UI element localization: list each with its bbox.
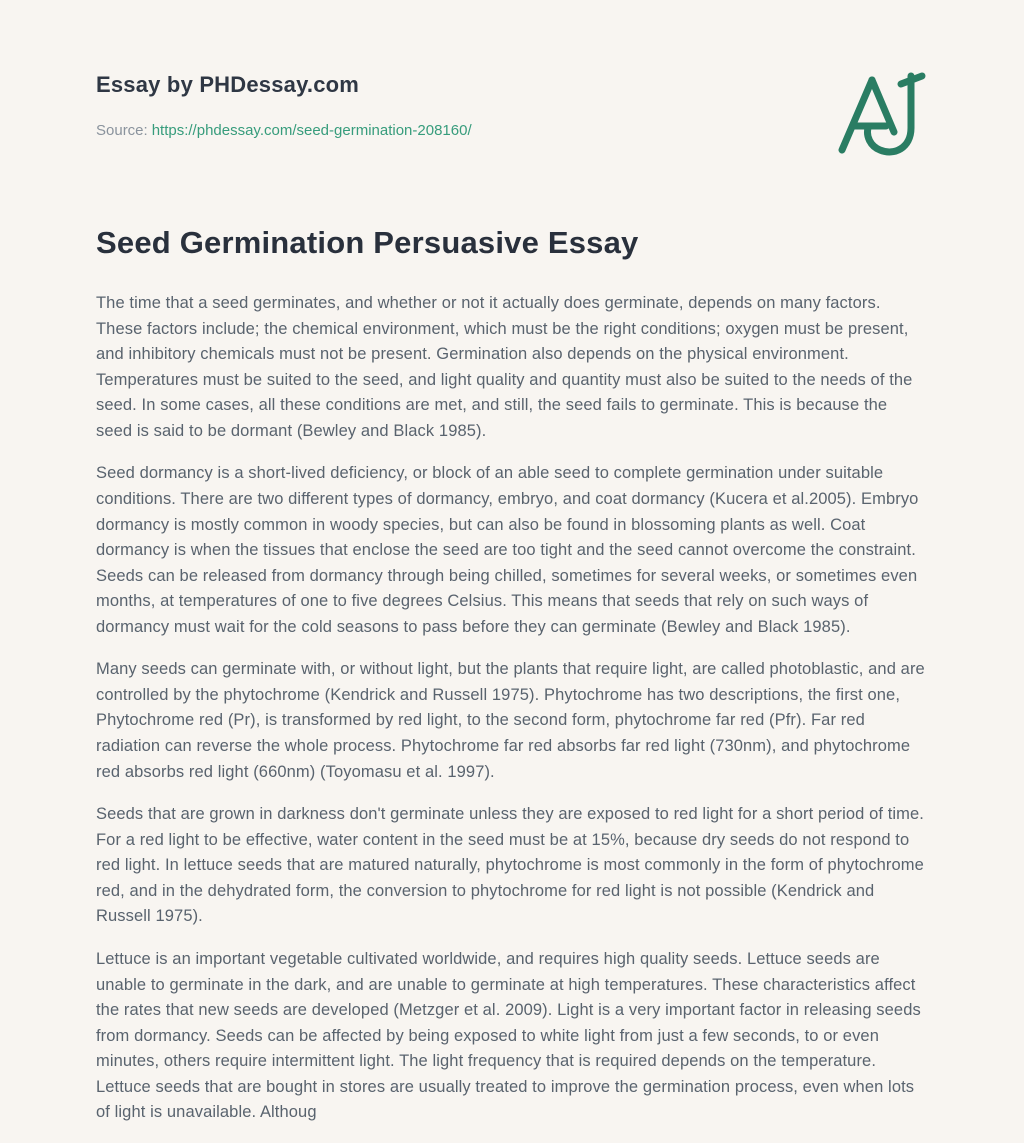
essay-body <box>96 291 928 1126</box>
source-label: Source: <box>96 122 148 139</box>
essay-article <box>96 225 928 1126</box>
essay-paragraph: Seed dormancy is a short-lived deficiency, or block of an able seed to complete germination under suitable conditions. There are two different types of dormancy, embryo, and coat dormancy (Kucera et al.2005). Embryo dormancy is mostly common in woody species, but can also be found in blossoming plants as well. Coat dormancy is when the tissues that enclose the seed are too tight and the seed cannot overcome the constraint. Seeds can be released from dormancy through being chilled, sometimes for several weeks, or sometimes even months, at temperatures of one to five degrees Celsius. This means that seeds that rely on such ways of dormancy must wait for the cold seasons to pass before they can germinate (Bewley and Black 1985). <box>96 464 919 636</box>
essay-title: Seed Germination Persuasive Essay <box>96 225 639 260</box>
source-url-link[interactable]: https://phdessay.com/seed-germination-208160/ <box>151 122 472 139</box>
phdessay-logo <box>828 66 938 170</box>
essay-paragraph: Many seeds can germinate with, or without light, but the plants that require light, are called photoblastic, and are controlled by the phytochrome (Kendrick and Russell 1975). Phytochrome has two descriptions, the first one, Phytochrome red (Pr), is transformed by red light, to the second form, phytochrome far red (Pfr). Far red radiation can reverse the whole process. Phytochrome far red absorbs far red light (730nm), and phytochrome red absorbs red light (660nm) (Toyomasu et al. 1997). <box>96 660 925 781</box>
essay-paragraph: Lettuce is an important vegetable cultivated worldwide, and requires high quality seeds. Lettuce seeds are unable to germinate in the dark, and are unable to germinate at high temperatures. These characteristics affect the rates that new seeds are developed (Metzger et al. 2009). Light is a very important factor in releasing seeds from dormancy. Seeds can be affected by being exposed to white light from just a few seconds, to or even minutes, others require intermittent light. The light frequency that is required depends on the temperature. Lettuce seeds that are bought in stores are usually treated to improve the germination process, even when lots of light is unavailable. Althoug <box>96 949 921 1122</box>
essay-byline: Essay by PHDessay.com <box>96 72 360 97</box>
aj-monogram-icon <box>828 66 938 170</box>
source-line <box>96 122 928 139</box>
essay-paragraph: The time that a seed germinates, and whether or not it actually does germinate, depends on many factors. These factors include; the chemical environment, which must be the right conditions; oxygen must be present, and inhibitory chemicals must not be present. Germination also depends on the physical environment. Temperatures must be suited to the seed, and light quality and quantity must also be suited to the needs of the seed. In some cases, all these conditions are met, and still, the seed fails to germinate. This is because the seed is said to be dormant (Bewley and Black 1985). <box>96 294 913 440</box>
essay-paragraph: Seeds that are grown in darkness don't germinate unless they are exposed to red light for a short period of time. For a red light to be effective, water content in the seed must be at 15%, because dry seeds do not respond to red light. In lettuce seeds that are matured naturally, phytochrome is most commonly in the form of phytochrome red, and in the dehydrated form, the conversion to phytochrome for red light is not possible (Kendrick and Russell 1975). <box>96 805 924 926</box>
document-header <box>96 72 928 139</box>
